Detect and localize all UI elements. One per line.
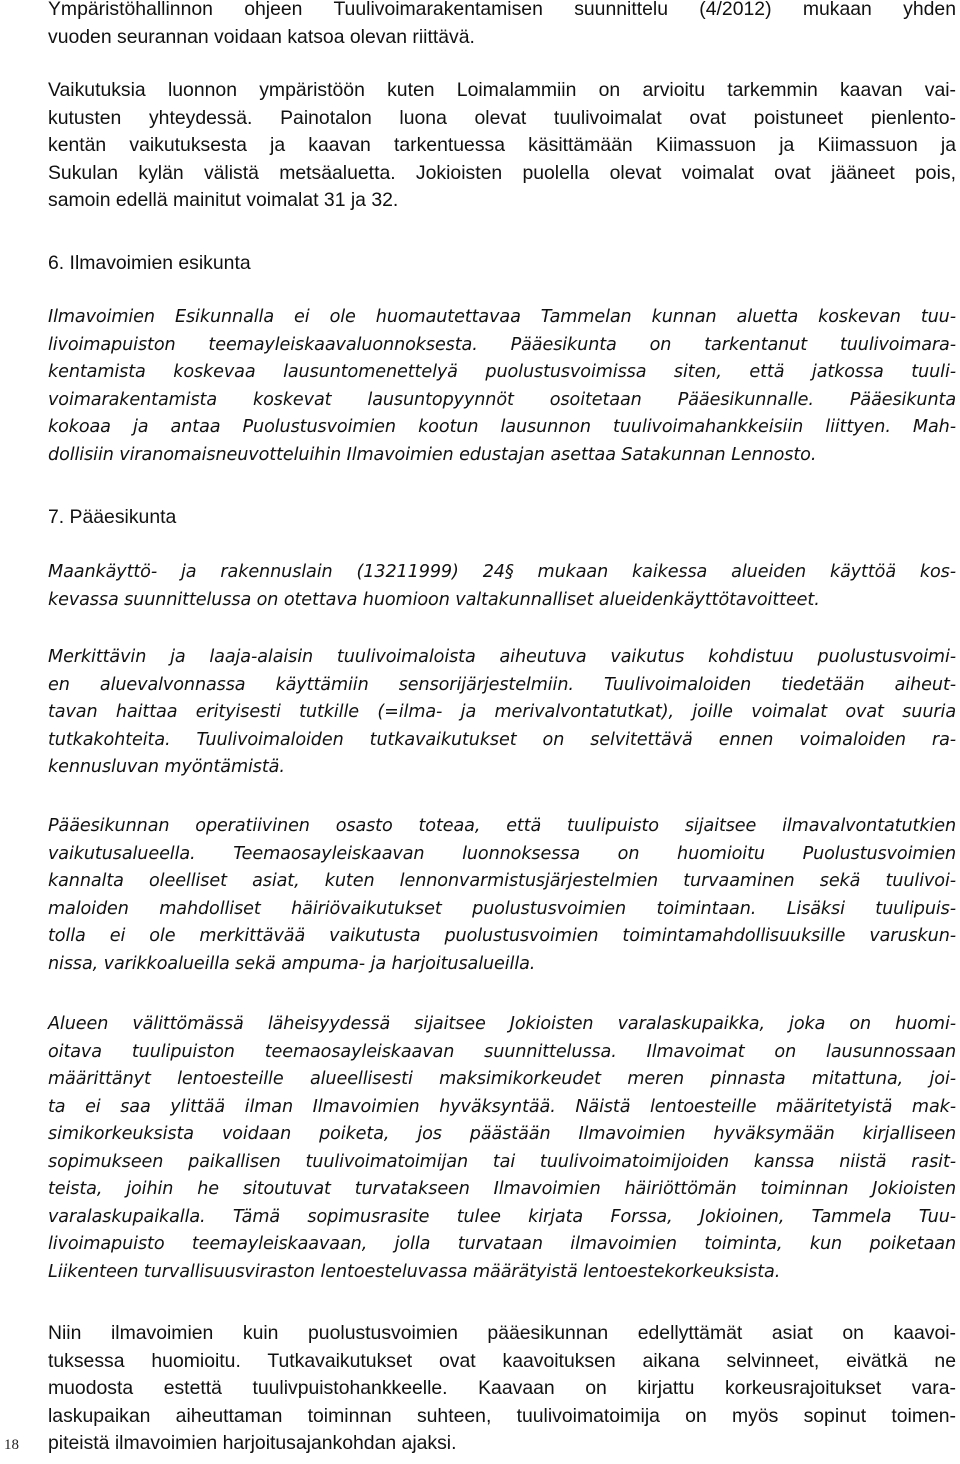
text-line: Sukulan kylän välistä metsäaluetta. Jokioisten puolella olevat voimalat ovat jääneet pois, <box>48 161 956 184</box>
heading-text: 6. Ilmavoimien esikunta <box>48 252 251 274</box>
text-line: tutkakohteita. Tuulivoimaloiden tutkavaikutukset on selvitettävä ennen voimaloiden ra- <box>48 729 956 750</box>
text-line: voimarakentamista koskevat lausuntopyynnöt osoitetaan Pääesikunnalle. Pääesikunta <box>48 389 956 410</box>
paragraph-seuranta <box>48 0 956 51</box>
text-line: Ilmavoimien Esikunnalla ei ole huomautettavaa Tammelan kunnan aluetta koskevan tuu- <box>48 307 956 327</box>
heading-text: 7. Pääesikunta <box>48 506 177 528</box>
text-line: tuksessa huomioitu. Tutkavaikutukset ovat kaavoituksen aikana selvinneet, eivätkä ne <box>48 1349 956 1372</box>
text-line: Merkittävin ja laaja-alaisin tuulivoimaloista aiheutuva vaikutus kohdistuu puolustusvoimi- <box>48 647 956 667</box>
text-line: varalaskupaikalla. Tämä sopimusrasite tulee kirjata Forssa, Jokioinen, Tammela Tuu- <box>48 1206 956 1227</box>
text-line: määrittänyt lentoesteille alueellisesti maksimikorkeudet meren pinnasta mitattuna, joi- <box>48 1069 956 1089</box>
paragraph-maankaytto <box>48 559 956 614</box>
text-line: simikorkeuksista voidaan poiketa, jos päästään Ilmavoimien hyväksymään kirjalliseen <box>48 1124 956 1144</box>
text-line: sopimukseen paikallisen tuulivoimatoimijan tai tuulivoimatoimijoiden kanssa niistä rasit- <box>48 1151 956 1172</box>
text-line: tolla ei ole merkittävää vaikutusta puolustusvoimien toimintamahdollisuuksille varuskun- <box>48 926 956 946</box>
text-line: en aluevalvonnassa käyttämiin sensorijärjestelmiin. Tuulivoimaloiden tiedetään aiheut- <box>48 674 956 695</box>
text-line: muodosta estettä tuulivpuistohankkeelle. Kaavaan on kirjattu korkeusrajoitukset vara- <box>48 1377 956 1399</box>
text-line: samoin edellä mainitut voimalat 31 ja 32. <box>48 189 399 211</box>
section-heading-6 <box>48 250 956 278</box>
text-line: teista, joihin he sitoutuvat turvatakseen Ilmavoimien häiriöttömän toiminnan Jokioisten <box>48 1179 956 1199</box>
text-line: Niin ilmavoimien kuin puolustusvoimien pääesikunnan edellyttämät asiat on kaavoi- <box>48 1322 956 1344</box>
text-line: laskupaikan aiheuttaman toiminnan suhteen, tuulivoimatoimija on myös sopinut toimen- <box>48 1404 956 1427</box>
text-line: ta ei saa ylittää ilman Ilmavoimien hyväksyntää. Näistä lentoesteille määritetyistä mak- <box>48 1096 956 1117</box>
text-line: oitava tuulipuiston teemaosayleiskaavan suunnittelussa. Ilmavoimat on lausunnossaan <box>48 1041 956 1062</box>
text-line: dollisiin viranomaisneuvotteluihin Ilmavoimien edustajan asettaa Satakunnan Lennosto. <box>48 444 817 465</box>
text-line: piteistä ilmavoimien harjoitusajankohdan ajaksi. <box>48 1432 457 1454</box>
text-line: vuoden seurannan voidaan katsoa olevan riittävä. <box>48 25 475 48</box>
text-line: kannalta oleelliset asiat, kuten lennonvarmistusjärjestelmien turvaaminen sekä tuulivoi- <box>48 871 956 891</box>
text-line: kentän vaikutuksesta ja kaavan tarkentuessa käsittämään Kiimassuon ja Kiimassuon ja <box>48 134 956 156</box>
text-line: livoimapuisto teemayleiskaavaan, jolla turvataan ilmavoimien toiminta, kun poiketaan <box>48 1234 956 1254</box>
paragraph-vaikutukset <box>48 77 956 215</box>
text-line: nissa, varikkoalueilla sekä ampuma- ja harjoitusalueilla. <box>48 953 536 974</box>
text-line: kevassa suunnittelussa on otettava huomioon valtakunnalliset alueidenkäyttötavoitteet. <box>48 589 820 610</box>
text-line: Alueen välittömässä läheisyydessä sijaitsee Jokioisten varalaskupaikka, joka on huomi- <box>48 1014 956 1034</box>
paragraph-varalaskupaikka <box>48 1011 956 1286</box>
text-line: maloiden mahdolliset häiriövaikutukset puolustusvoimien toimintaan. Lisäksi tuulipuis- <box>48 898 956 919</box>
text-line: kutusten yhteydessä. Painotalon luona olevat tuulivoimalat ovat poistuneet pienlento- <box>48 106 956 129</box>
text-line: Pääesikunnan operatiivinen osasto toteaa, että tuulipuisto sijaitsee ilmavalvontatutkien <box>48 816 956 836</box>
section-heading-7 <box>48 504 956 532</box>
text-line: Maankäyttö- ja rakennuslain (13211999) 24§ mukaan kaikessa alueiden käyttöä kos- <box>48 562 956 582</box>
text-line: vaikutusalueella. Teemaosayleiskaavan luonnoksessa on huomioitu Puolustusvoimien <box>48 843 956 864</box>
paragraph-operatiivinen-osasto <box>48 813 956 978</box>
paragraph-yhteenveto <box>48 1320 956 1458</box>
text-line: livoimapuiston teemayleiskaavaluonnoksesta. Pääesikunta on tarkentanut tuulivoimara- <box>48 334 956 355</box>
text-line: Ympäristöhallinnon ohjeen Tuulivoimarakentamisen suunnittelu (4/2012) mukaan yhden <box>48 0 956 20</box>
text-line: tavan haittaa erityisesti tutkille (=ilma- ja merivalvontatutkat), joille voimalat ovat suuria <box>48 702 956 722</box>
text-line: kokoaa ja antaa Puolustusvoimien kootun lausunnon tuulivoimahankkeisiin liittyen. Mah- <box>48 417 956 437</box>
text-line: Liikenteen turvallisuusviraston lentoesteluvassa määrätyistä lentoestekorkeuksista. <box>48 1261 781 1282</box>
text-line: kennusluvan myöntämistä. <box>48 757 285 777</box>
page-number: 18 <box>4 1437 19 1453</box>
paragraph-sensorit <box>48 644 956 782</box>
paragraph-ilmavoimat-lausunto <box>48 304 956 469</box>
text-line: kentamista koskevaa lausuntomenettelyä puolustusvoimissa siten, että jatkossa tuuli- <box>48 362 956 382</box>
text-line: Vaikutuksia luonnon ympäristöön kuten Loimalammiin on arvioitu tarkemmin kaavan vai- <box>48 79 956 101</box>
